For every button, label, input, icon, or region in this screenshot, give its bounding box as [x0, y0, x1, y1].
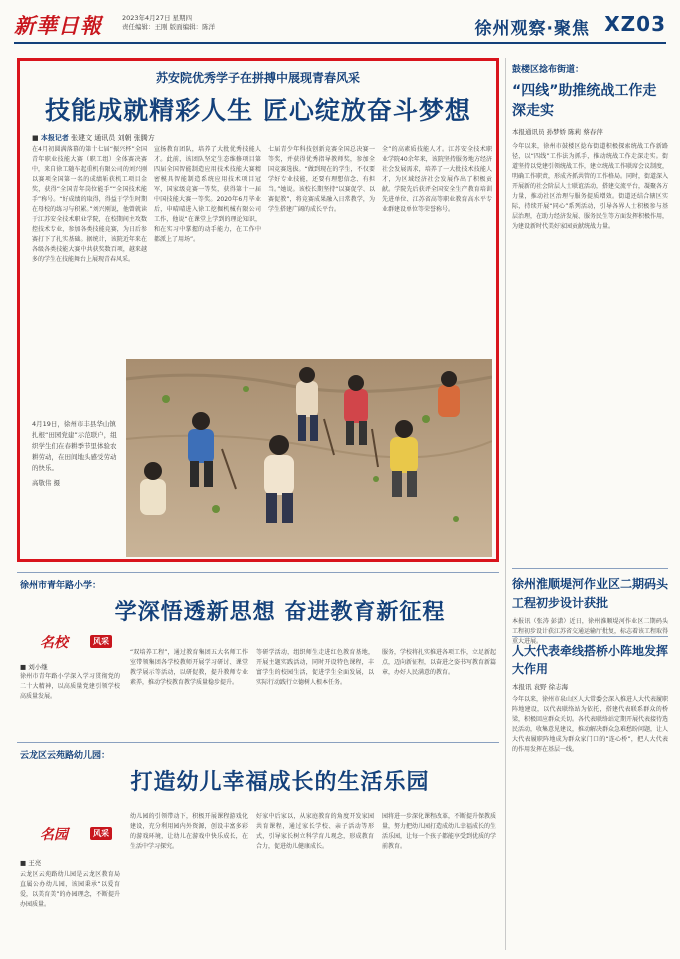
- caption-text: 4月19日，徐州市丰县华山镇扎根“田园党建”示范联户，组织学生们在春耕季节里体验农耕劳动，在田间地头感受劳动的快乐。: [32, 420, 117, 472]
- kindergarten-stamp: [40, 824, 122, 850]
- right-story-3: [512, 642, 668, 959]
- school-stamp-tag: 风采: [90, 635, 112, 648]
- photo-caption: [32, 419, 122, 489]
- right-story-1-kicker: 鼓楼区捻布街道：: [512, 65, 585, 75]
- lead-headline: 技能成就精彩人生 匠心绽放奋斗梦想: [45, 96, 471, 125]
- school-stamp-text: 名校: [40, 635, 68, 651]
- issue-editors: 责任编辑：王刚 版面编辑：陈洋: [122, 23, 216, 31]
- middle-column-3: 等研学活动，组织师生走进红色教育基地，开展主题实践活动，同时开设特色课程，丰富学生的校园生活，促进学生全面发展，以实际行动践行立德树人根本任务。: [256, 649, 374, 686]
- lead-kicker: 苏安院优秀学子在拼搏中展现青春风采: [155, 71, 360, 85]
- lead-column-3: 七届青少年科技创新竞赛全国总决赛一等奖，并获得优秀指导教师奖，参加全国竞赛选拔。“做到现在的学生，不仅要学好专业技能，还要有理想信念、有担当。”她说。该校长期坚持“以赛促学、以赛促教”，将竞赛成果融入日常教学，为学生搭建广阔的成长平台。: [268, 146, 375, 213]
- right-story-2-headline: 徐州淮顺堤河作业区二期码头工程初步设计获批: [512, 577, 669, 610]
- right-story-1-byline: 本报通讯员 孙梦娇 陈莉 蔡春萍: [512, 128, 603, 136]
- right-rule-1: [512, 568, 668, 569]
- school-stamp: [40, 632, 122, 658]
- issue-date: 2023年4月27日 星期四: [122, 14, 193, 22]
- middle-column-2: “双培养工程”，通过教育集团五大名师工作室带领集团各学校教师开展学习研讨、课堂教学展示等活动，以研促教，提升教师专业素养，推动学校教育教学质量稳步提升。: [130, 649, 248, 686]
- bottom-column-4: 园将进一步深化课程改革，不断提升保教质量，努力把幼儿园打造成幼儿幸福成长的生活乐园，让每一个孩子都能享受到优质的学前教育。: [382, 813, 496, 850]
- page-number: XZ03: [604, 12, 666, 36]
- middle-column-1: 徐州市青年路小学深入学习贯彻党的二十大精神，以高质量党建引领学校高质量发展。: [20, 673, 120, 700]
- right-story-3-headline: 人大代表牵线搭桥小阵地发挥大作用: [512, 644, 669, 676]
- middle-rule: [17, 572, 499, 573]
- middle-headline: 学深悟透新思想 奋进教育新征程: [114, 600, 446, 625]
- masthead: [14, 10, 666, 40]
- right-story-1-headline: “四线”助推统战工作走深走实: [512, 83, 657, 119]
- right-story-1-body: 今年以来，徐州市鼓楼区捻布街道积极探索统战工作新路径，以“四线”工作法为抓手，推动统战工作走深走实。街道坚持以党建引领统战工作，建立统战工作联席会议制度，明确工作职责，形成齐抓共管的工作格局。同时，街道深入开展新的社会阶层人士联谊活动，搭建交流平台，凝聚各方力量，推动社区治理与服务提质增效。街道还结合辖区实际，持续开展“同心”系列活动，引导各界人士积极参与基层治理，在助力经济发展、服务民生等方面发挥积极作用，为建设新时代美好家园贡献统战力量。: [512, 143, 668, 230]
- lead-column-2: 宣扬教育团队，培养了大批优秀技能人才。此前，该团队坚定生态维修项目第四届全国智能制造应用技术技能大赛精密模具智能制造系统应用技术项目冠军，国家级竞赛一等奖，获得第十一届中国技能大赛一等奖。2020年6月毕业后，申晴晴进入徐工挖掘机械有限公司工作，他说“在课堂上学到的理论知识，和在实习中掌握的动手能力，在工作中都派上了用场”。: [154, 146, 261, 243]
- children-farming-photo: [126, 359, 492, 557]
- section-title: 徐州观察·聚焦: [474, 19, 590, 39]
- author-square-icon: ■: [20, 859, 29, 867]
- middle-column-4: 服务，学校将扎实推进各项工作，立足新起点，迈向新征程，以奋进之姿书写教育新篇章，办好人民满意的教育。: [382, 649, 496, 676]
- bottom-column-3: 好家中后家以，从家庭教育的角度开发家园共育课程，通过家长学校、亲子活动等形式，引导家长树立科学育儿观念，形成教育合力，促进幼儿健康成长。: [256, 813, 374, 850]
- lead-article: [17, 58, 499, 562]
- bottom-author-name: 王亮: [28, 859, 42, 867]
- lead-column-1: 在4月初圆满落幕的第十七届“振兴杯”全国青年职业技能大赛（职工组）全体赛决赛中，来自徐工随车起重机有限公司的刘兴刚以赛项全国第一名的成绩斩获机工项目金奖，获得“全国青年岗位能手”“全国技术能手”称号。“好成绩的取得，得益于学生时期在母校的练习与积累。”刘兴刚说，他曾就读于江苏安全技术职业学院，在校期间主攻数控技术专业，参加各类技能竞赛，为日后参赛打下了扎实基础。据统计，该院近年来在各级各类技能大赛中共获奖数百项，越来越多的学生在技能舞台上展现青春风采。: [32, 146, 147, 263]
- byline-square-icon: ■: [32, 134, 41, 142]
- byline-prefix: 本报记者: [40, 134, 69, 142]
- masthead-rule: [14, 42, 666, 44]
- right-story-3-body: 今年以来，徐州市泉山区人大常委会深入推进人大代表履职阵地建设，以代表联络站为依托，搭建代表联系群众的桥梁，积极回应群众关切。各代表联络站定期开展代表接待选民活动，收集意见建议，推动解决群众急难愁盼问题，让人大代表履职阵地成为群众家门口的“连心桥”，把人大代表的作用发挥在基层一线。: [512, 696, 668, 753]
- issue-info: [122, 14, 215, 32]
- byline-names: 张建文 通讯员 刘朝 张腾方: [71, 134, 155, 142]
- right-story-1: [512, 62, 668, 612]
- newspaper-logo: 新華日報: [14, 13, 102, 38]
- middle-kicker: 徐州市青年路小学：: [20, 581, 102, 591]
- right-story-3-byline: 本报讯 袁野 徐志海: [512, 683, 569, 691]
- bottom-rule: [17, 742, 499, 743]
- bottom-kicker: 云龙区云苑路幼儿园：: [20, 751, 111, 761]
- bottom-column-2: 幼儿园的引领带动下，积极开展课程游戏化建设，充分利用园内外资源，创设丰富多彩的游戏环境，让幼儿在游戏中快乐成长，在生活中学习探究。: [130, 813, 248, 850]
- lead-byline: [32, 133, 155, 143]
- author-square-icon: ■: [20, 663, 29, 671]
- column-divider: [505, 58, 506, 950]
- photo-credit: 高敬伟 摄: [32, 479, 61, 487]
- bottom-headline: 打造幼儿幸福成长的生活乐园: [130, 770, 430, 795]
- middle-author-name: 刘小继: [28, 663, 48, 671]
- lead-photo: [126, 359, 492, 557]
- kindergarten-stamp-text: 名园: [40, 827, 68, 843]
- bottom-author: [20, 858, 41, 867]
- right-rule-2: [512, 636, 668, 637]
- kindergarten-stamp-tag: 风采: [90, 827, 112, 840]
- middle-author: [20, 662, 48, 671]
- lead-column-4: 全”的高素质技能人才。江苏安全技术职业学院40余年来，该院坚持服务地方经济社会发展需求，培养了一大批技术技能人才，为区域经济社会发展作出了积极贡献。学院先后获评全国安全生产教育培训先进单位、江苏省高等职业教育高水平专业群建设单位等荣誉称号。: [382, 146, 492, 213]
- right-story-2-body: 本报讯（张涛 彭潇）近日，徐州淮顺堤河作业区二期码头工程初步设计获江苏省交通运输厅批复，标志着该工程取得重大进展。: [512, 618, 668, 645]
- bottom-column-1: 云龙区云苑路幼儿园是云龙区教育局直属公办幼儿园，该园秉承“以爱育爱，以美育美”的办园理念，不断提升办园质量。: [20, 871, 120, 908]
